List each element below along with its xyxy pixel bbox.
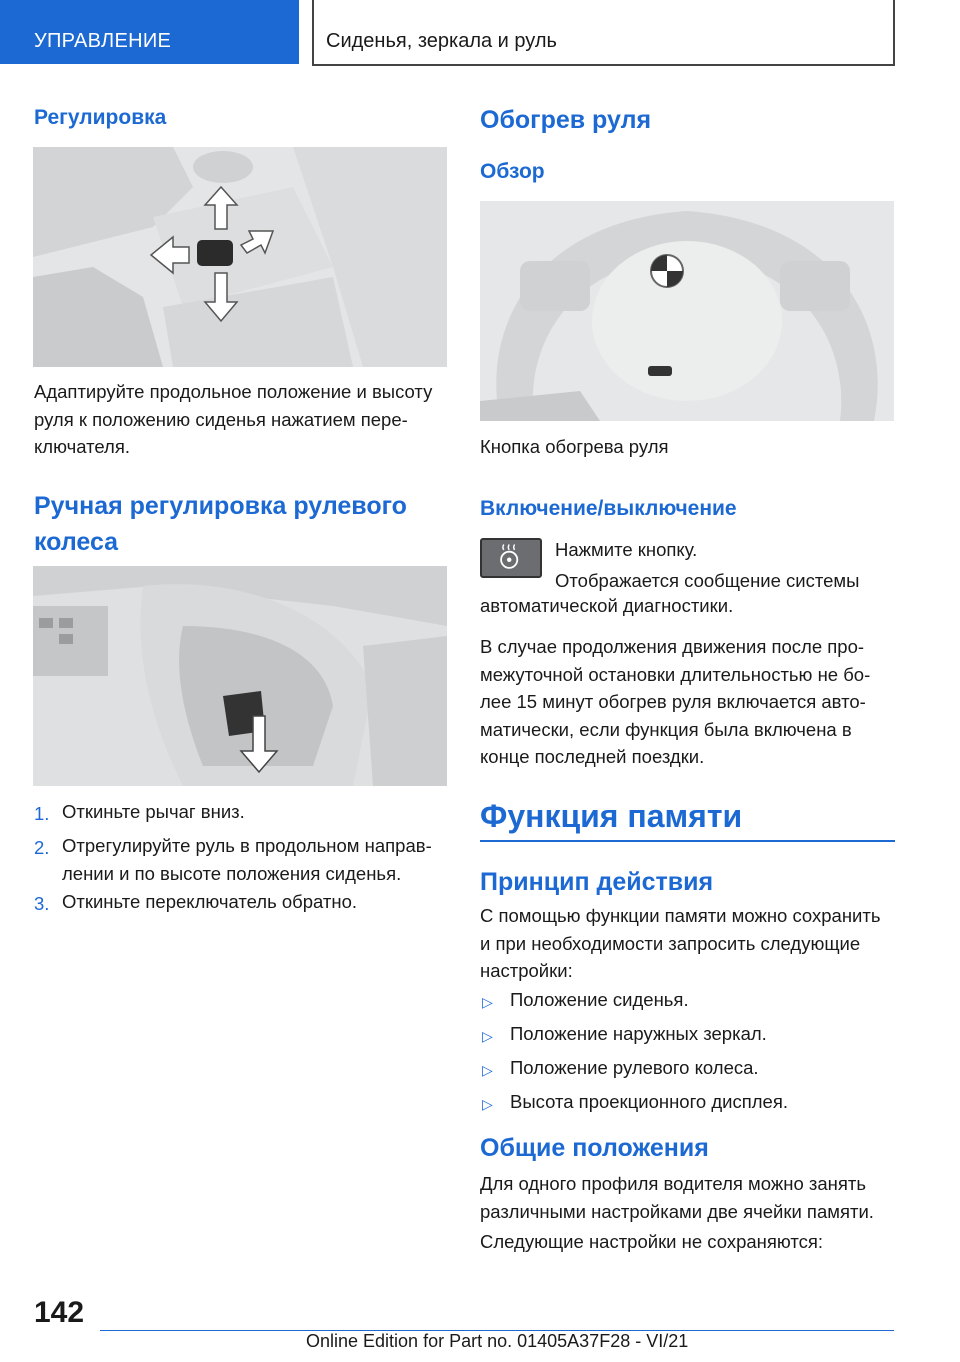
message-line-2: автоматической диагностики. xyxy=(480,595,734,616)
figure-caption: Кнопка обогрева руля xyxy=(480,436,669,457)
press-button-text: Нажмите кнопку. xyxy=(555,539,698,560)
steering-wheel-illustration xyxy=(480,201,894,421)
overview-heading: Обзор xyxy=(480,160,545,183)
manual-heading: Ручная регулировка рулевого колеса xyxy=(34,492,407,556)
continue-text: В случае продолжения движения после про- межуточной остановки длительностью не бо- лее 15 минут обогрев руля включается авто- матически, если функция была включена в конце последней поездки. xyxy=(480,636,871,767)
step-number: 3. xyxy=(34,893,50,914)
general-heading: Общие положения xyxy=(480,1134,709,1162)
onoff-heading: Включение/выключение xyxy=(480,497,737,520)
steering-adjust-illustration xyxy=(33,147,447,367)
memory-heading: Функция памяти xyxy=(480,798,743,834)
message-line-1: Отображается сообщение системы xyxy=(555,570,860,591)
step-text: Откиньте рычаг вниз. xyxy=(62,801,245,822)
header-underline xyxy=(312,64,895,66)
step-text: Отрегулируйте руль в продольном направ- лении и по высоте положения сиденья. xyxy=(62,835,432,884)
steering-heating-icon xyxy=(480,538,542,578)
header-divider xyxy=(312,0,314,66)
edition-footer: Online Edition for Part no. 01405A37F28 - VI/21 xyxy=(306,1331,689,1351)
triangle-right-icon: ▷ xyxy=(482,1028,493,1044)
section-title: УПРАВЛЕНИЕ xyxy=(34,30,172,52)
steering-adjust-figure xyxy=(33,147,447,367)
general-text: Для одного профиля водителя можно занять различными настройками две ячейки памяти. xyxy=(480,1173,874,1222)
triangle-right-icon: ▷ xyxy=(482,994,493,1010)
step-number: 1. xyxy=(34,803,50,824)
bullet-item: Положение наружных зеркал. xyxy=(510,1023,767,1044)
adjust-text: Адаптируйте продольное положение и высоту руля к положению сиденья нажатием пере- ключателя. xyxy=(34,381,433,457)
lever-illustration xyxy=(33,566,447,786)
principle-heading: Принцип действия xyxy=(480,868,714,896)
bullet-item: Положение сиденья. xyxy=(510,989,689,1010)
lever-figure xyxy=(33,566,447,786)
page-number: 142 xyxy=(34,1296,85,1329)
header-divider-right xyxy=(893,0,895,66)
adjust-heading: Регулировка xyxy=(34,106,167,129)
steering-wheel-figure xyxy=(480,201,894,421)
triangle-right-icon: ▷ xyxy=(482,1062,493,1078)
bullet-item: Высота проекционного дисплея. xyxy=(510,1091,788,1112)
triangle-right-icon: ▷ xyxy=(482,1096,493,1112)
not-saved-text: Следующие настройки не сохраняются: xyxy=(480,1231,824,1252)
step-number: 2. xyxy=(34,837,50,858)
step-text: Откиньте переключатель обратно. xyxy=(62,891,358,912)
principle-text: С помощью функции памяти можно сохранить и при необходимости запросить следующие настройки: xyxy=(480,905,881,981)
chapter-title: Сиденья, зеркала и руль xyxy=(326,30,557,52)
bullet-item: Положение рулевого колеса. xyxy=(510,1057,759,1078)
memory-rule xyxy=(480,840,895,842)
heating-heading: Обогрев руля xyxy=(480,106,652,134)
